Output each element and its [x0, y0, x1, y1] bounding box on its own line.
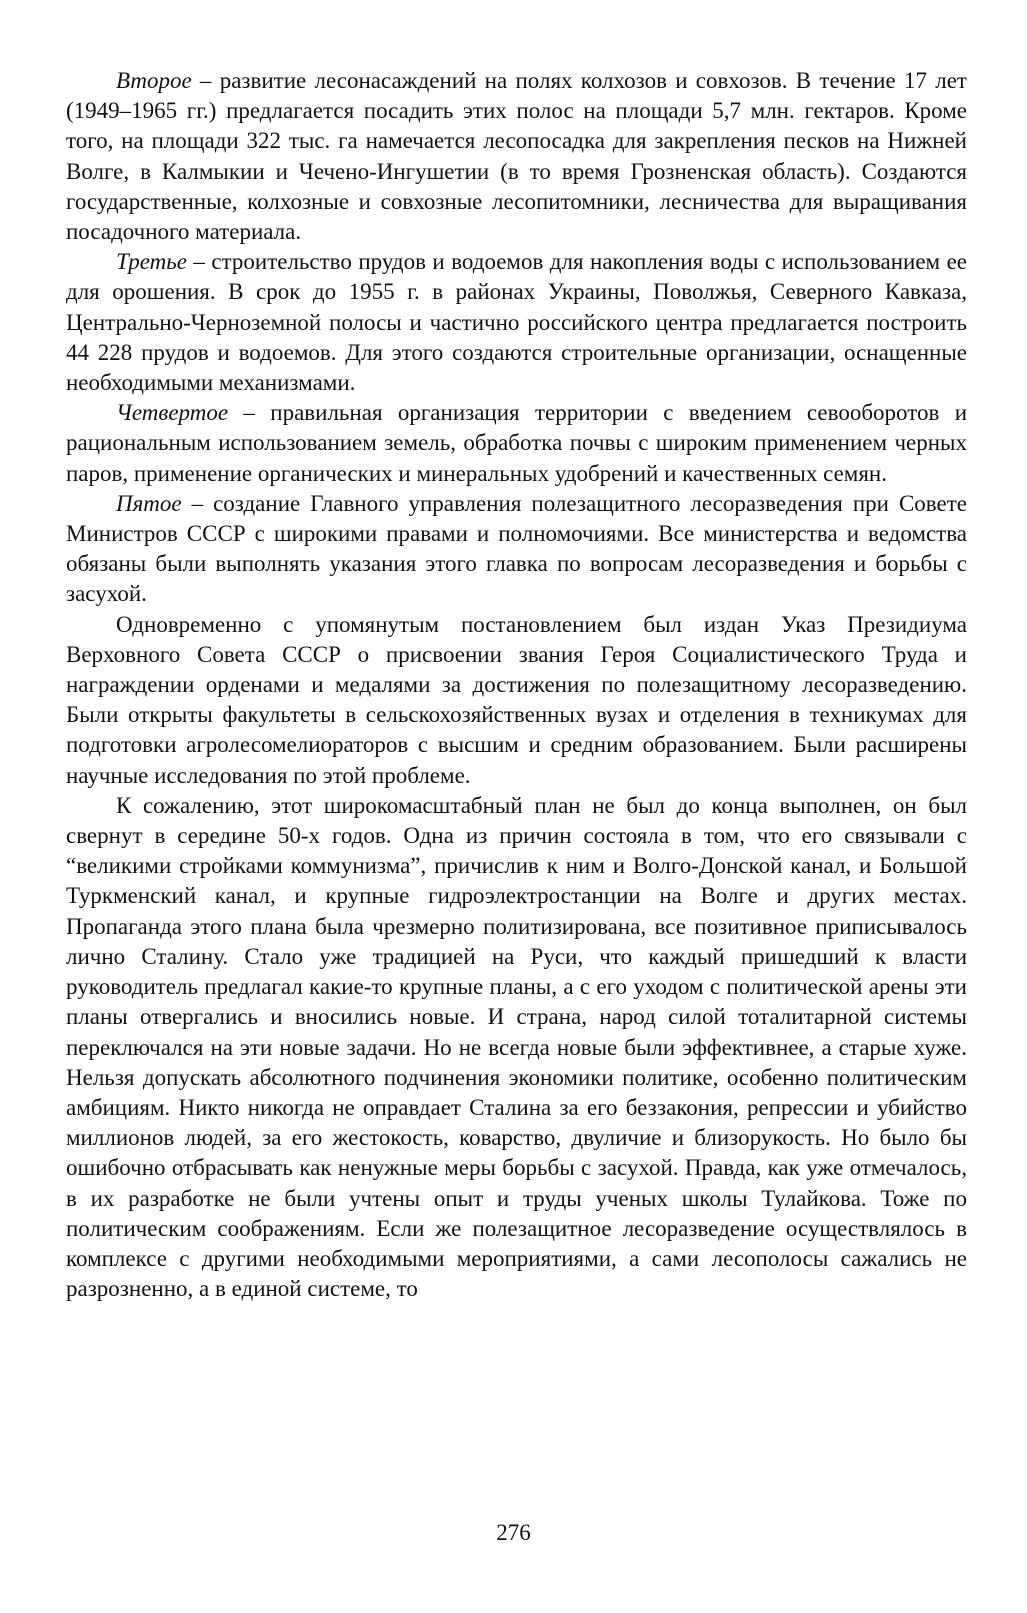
paragraph-lead: Третье — [116, 249, 187, 275]
paragraph-fifth — [66, 489, 967, 610]
paragraph-text: К сожалению, этот широкомасштабный план не был до конца выполнен, он был свернут в середине 50-х годов. Одна из причин состояла в том, что его связывали с “великими стройками коммунизма”, причислив к ним и Волго-Донской канал, и Большой Туркменский канал, и крупные гидроэлектростанции на Волге и других местах. Пропаганда этого плана была чрезмерно политизирована, все позитивное приписывалось лично Сталину. Стало уже традицией на Руси, что каждый пришедший к власти руководитель предлагал какие-то крупные планы, а с его уходом с политической арены эти планы отвергались и вносились новые. И страна, народ силой тоталитарной системы переключался на эти новые задачи. Но не всегда новые были эффективнее, а старые хуже. Нельзя допускать абсолютного подчинения экономики политике, особенно политическим амбициям. Никто никогда не оправдает Сталина за его беззакония, репрессии и убийство миллионов людей, за его жестокость, коварство, двуличие и близорукость. Но было бы ошибочно отбрасывать как ненужные меры борьбы с засухой. Правда, как уже отмечалось, в их разработке не были учтены опыт и труды ученых школы Тулайкова. Тоже по политическим соображениям. Если же полезащитное лесоразведение осуществлялось в комплексе с другими необходимыми мероприятиями, а сами лесополосы сажались не разрозненно, а в единой системе, то — [66, 792, 967, 1302]
paragraph-second — [66, 66, 967, 247]
paragraph-lead: Второе — [116, 68, 192, 93]
paragraph-text: – строительство прудов и водоемов для накопления воды с использованием ее для орошения. В срок до 1955 г. в районах Украины, Поволжья, Северного Кавказа, Центрально-Черноземной полосы и частично российского центра предлагается построить 44 228 прудов и водоемов. Для этого создаются строительные организации, оснащенные необходимыми механизмами. — [66, 249, 967, 396]
paragraph-text: – создание Главного управления полезащитного лесоразведения при Совете Министров СССР с широкими правами и полномочиями. Все министерства и ведомства обязаны были выполнять указания этого главка по вопросам лесоразведения и борьбы с засухой. — [66, 490, 967, 607]
page-body — [66, 66, 967, 1304]
paragraph-lead: Четвертое — [116, 400, 229, 426]
paragraph-third — [66, 247, 967, 398]
page-number: 276 — [496, 1520, 531, 1545]
paragraph-lead: Пятое — [116, 490, 182, 516]
paragraph-text: Одновременно с упомянутым постановлением был издан Указ Президиума Верховного Совета СССР о присвоении звания Героя Социалистического Труда и награждении орденами и медалями за достижения по полезащитному лесоразведению. Были открыты факультеты в сельскохозяйственных вузах и отделения в техникумах для подготовки агролесомелиораторов с высшим и средним образованием. Были расширены научные исследования по этой проблеме. — [66, 611, 967, 788]
paragraph-text: – развитие лесонасаждений на полях колхозов и совхозов. В течение 17 лет (1949–1965 гг.) предлагается посадить этих полос на площади 5,7 млн. гектаров. Кроме того, на площади 322 тыс. га намечается лесопосадка для закрепления песков на Нижней Волге, в Калмыкии и Чечено-Ингушетии (в то время Грозненская область). Создаются государственные, колхозные и совхозные лесопитомники, лесничества для выращивания посадочного материала. — [66, 68, 967, 245]
paragraph-fourth — [66, 398, 967, 489]
paragraph-decree — [66, 610, 967, 791]
paragraph-regret — [66, 791, 967, 1304]
paragraph-text: – правильная организация территории с введением севооборотов и рациональным использованием земель, обработка почвы с широким применением черных паров, применение органических и минеральных удобрений и качественных семян. — [66, 400, 967, 486]
